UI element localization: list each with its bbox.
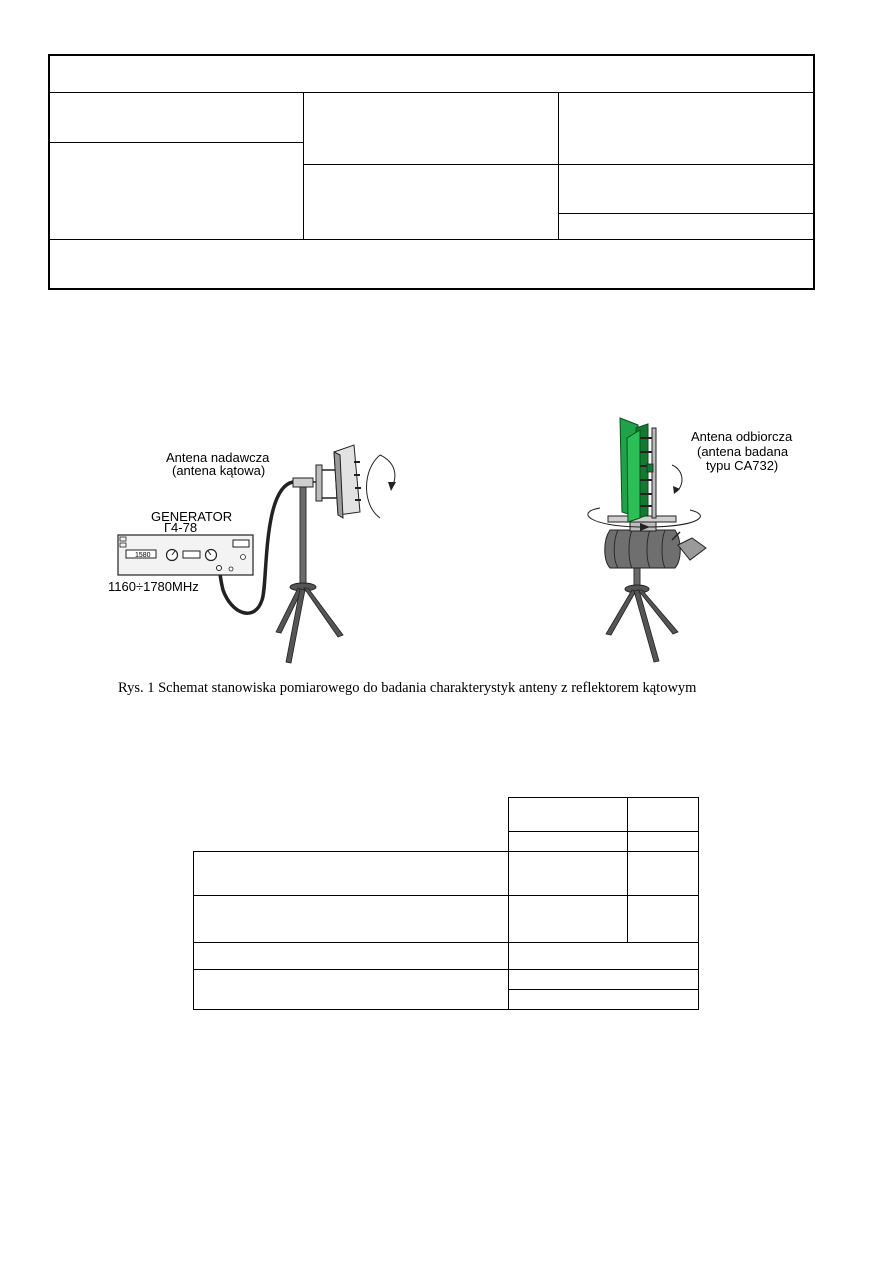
- table-row4-value-bottom: [508, 989, 699, 1010]
- figure-caption: Rys. 1 Schemat stanowiska pomiarowego do badania charakterystyk anteny z reflektorem kątowym: [118, 680, 697, 696]
- table-cell-header-a1: [508, 797, 628, 832]
- tx-antenna: [293, 445, 396, 518]
- tx-label-line2: (antena kątowa): [172, 463, 266, 478]
- tx-label-line1: Antena nadawcza: [166, 450, 270, 465]
- table-row1-b: [627, 851, 699, 896]
- generator-model: Г4-78: [164, 520, 198, 535]
- rx-label-line2: (antena badana: [697, 444, 789, 459]
- table-row2-b: [627, 895, 699, 943]
- table-row2-a: [508, 895, 628, 943]
- generator-display-value: 1580: [135, 552, 151, 559]
- generator-frequency-range: 1160÷1780MHz: [108, 579, 199, 594]
- rx-antenna: [620, 418, 682, 522]
- rx-rotator: [588, 508, 706, 568]
- rx-tripod: [606, 560, 678, 662]
- table-row1-a: [508, 851, 628, 896]
- rx-label-line1: Antena odbiorcza: [691, 429, 793, 444]
- table-cell-header-b2: [627, 831, 699, 852]
- table-cell-header-a2: [508, 831, 628, 852]
- table-row1-label: [193, 851, 509, 896]
- table-row2-label: [193, 895, 509, 943]
- generator-title: GENERATOR: [151, 509, 233, 524]
- table-row3-label: [193, 942, 509, 970]
- rx-label-line3: typu CA732): [706, 458, 779, 473]
- table-row3-value: [508, 942, 699, 970]
- tx-tripod: [276, 480, 343, 663]
- table-row4-label: [193, 969, 509, 1010]
- generator-box: [118, 535, 253, 575]
- table-row4-value-top: [508, 969, 699, 990]
- table-cell-header-b1: [627, 797, 699, 832]
